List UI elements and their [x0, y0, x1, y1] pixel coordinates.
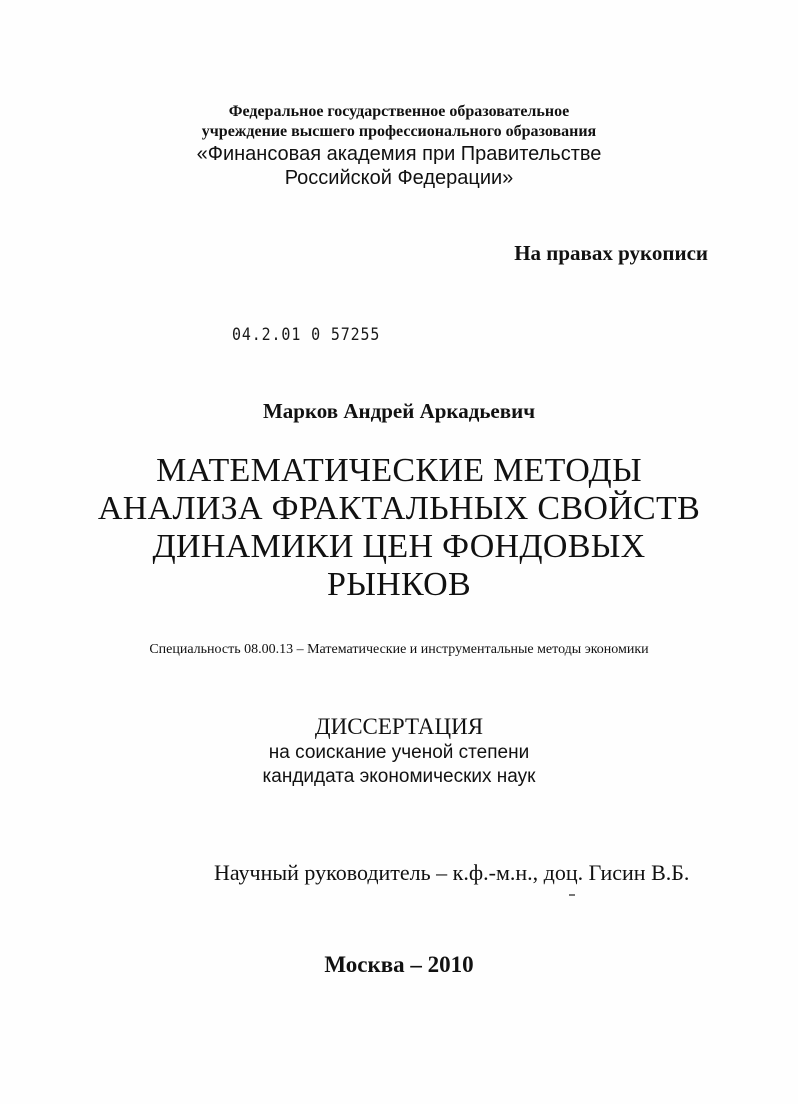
- supervisor-line: Научный руководитель – к.ф.-м.н., доц. Гисин В.Б.: [214, 860, 690, 885]
- dissertation-label: ДИССЕРТАЦИЯ: [314, 714, 484, 739]
- institution-name-line-2: Российской Федерации»: [284, 167, 514, 189]
- title-line-4: РЫНКОВ: [327, 566, 471, 603]
- degree-line-2: кандидата экономических наук: [262, 766, 536, 787]
- author-name: Марков Андрей Аркадьевич: [262, 399, 536, 423]
- scan-speck: [569, 894, 575, 896]
- title-line-2: АНАЛИЗА ФРАКТАЛЬНЫХ СВОЙСТВ: [97, 490, 701, 527]
- institution-header: [0, 102, 798, 190]
- thesis-title: [0, 452, 798, 604]
- institution-line-2: учреждение высшего профессионального образования: [201, 123, 597, 140]
- title-line-1: МАТЕМАТИЧЕСКИЕ МЕТОДЫ: [156, 452, 642, 489]
- institution-name-line-1: «Финансовая академия при Правительстве: [196, 143, 602, 165]
- registration-stamp: 04.2.01 0 57255: [232, 325, 381, 345]
- institution-line-1: Федеральное государственное образовательное: [228, 103, 570, 120]
- manuscript-rights-note: На правах рукописи: [514, 241, 708, 265]
- place-year: Москва – 2010: [324, 952, 474, 977]
- specialty-line: Специальность 08.00.13 – Математические и инструментальные методы экономики: [149, 642, 649, 657]
- title-line-3: ДИНАМИКИ ЦЕН ФОНДОВЫХ: [152, 528, 646, 565]
- degree-line-1: на соискание ученой степени: [268, 742, 530, 763]
- dissertation-block: [0, 713, 798, 789]
